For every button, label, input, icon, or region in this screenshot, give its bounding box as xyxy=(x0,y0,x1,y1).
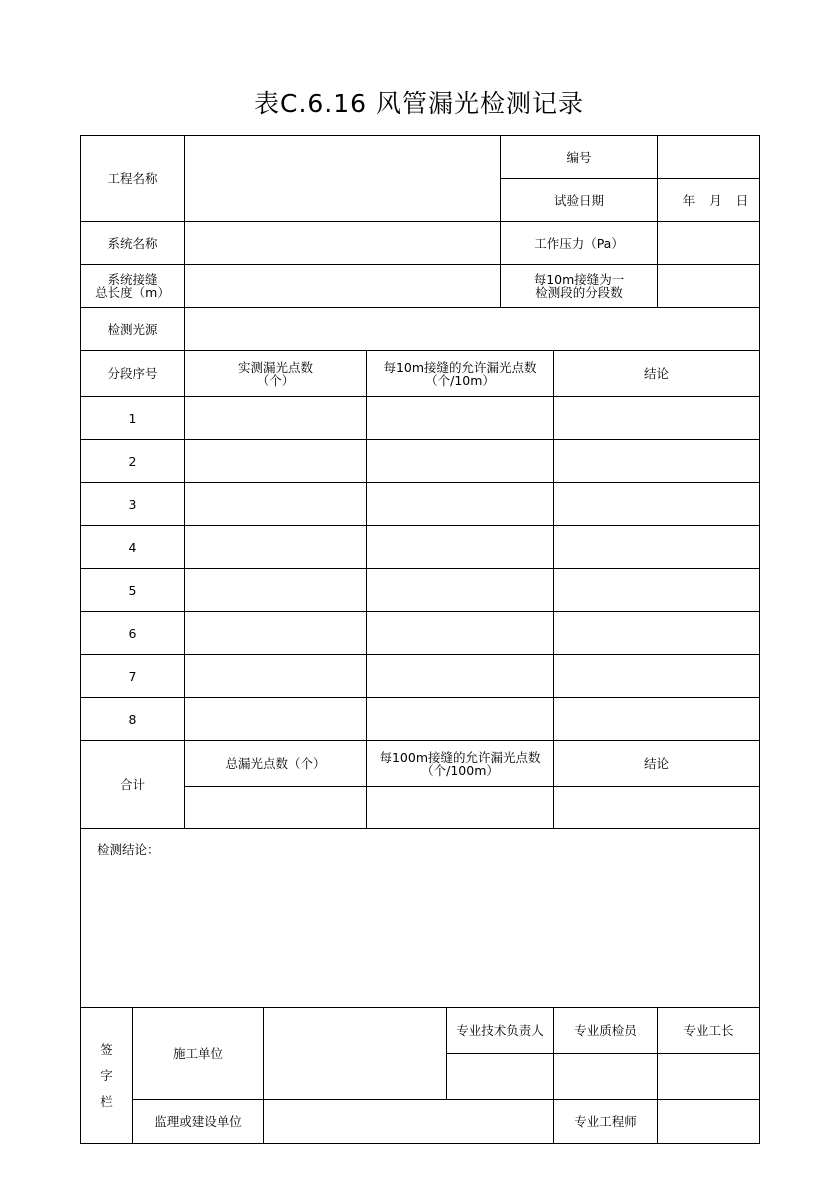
measured-points-header xyxy=(185,351,367,397)
test-date-value[interactable] xyxy=(658,179,760,222)
working-pressure-label: 工作压力（Pa） xyxy=(501,222,658,265)
supervision-unit-value[interactable] xyxy=(264,1100,554,1144)
system-name-label: 系统名称 xyxy=(81,222,185,265)
allowed-100-header xyxy=(367,741,554,787)
tech-lead-label: 专业技术负责人 xyxy=(447,1008,554,1054)
segment-no: 6 xyxy=(81,612,185,655)
seam-length-label-line1: 系统接缝 xyxy=(107,272,158,287)
segment-no: 8 xyxy=(81,698,185,741)
signature-char-2: 字 xyxy=(100,1067,113,1083)
table-row xyxy=(81,655,760,698)
table-row xyxy=(81,698,760,741)
measured-cell[interactable] xyxy=(185,483,367,526)
conclusion-cell[interactable] xyxy=(554,483,760,526)
total-conclusion-header: 结论 xyxy=(554,741,760,787)
allowed-100-value[interactable] xyxy=(367,787,554,829)
seam-length-label xyxy=(81,265,185,308)
conclusion-cell[interactable] xyxy=(554,397,760,440)
allowed-cell[interactable] xyxy=(367,526,554,569)
total-conclusion-value[interactable] xyxy=(554,787,760,829)
table-row xyxy=(81,397,760,440)
allowed-points-header xyxy=(367,351,554,397)
conclusion-cell[interactable] xyxy=(554,612,760,655)
table-row xyxy=(81,612,760,655)
allowed-100-header-line2: （个/100m） xyxy=(421,762,499,778)
total-points-value[interactable] xyxy=(185,787,367,829)
conclusion-cell[interactable] xyxy=(554,440,760,483)
date-day: 日 xyxy=(735,192,749,208)
segment-no-header: 分段序号 xyxy=(81,351,185,397)
allowed-cell[interactable] xyxy=(367,698,554,741)
allowed-points-header-line1: 每10m接缝的允许漏光点数 xyxy=(383,359,537,375)
total-label: 合计 xyxy=(81,741,185,829)
date-month: 月 xyxy=(709,192,722,208)
table-row xyxy=(81,526,760,569)
conclusion-cell[interactable] xyxy=(554,526,760,569)
signature-column-label xyxy=(81,1008,133,1144)
segments-label-line1: 每10m接缝为一 xyxy=(533,272,625,287)
segments-value[interactable] xyxy=(658,265,760,308)
measured-cell[interactable] xyxy=(185,612,367,655)
signature-char-1: 签 xyxy=(100,1041,113,1057)
foreman-signature[interactable] xyxy=(658,1054,760,1100)
date-year: 年 xyxy=(682,192,696,208)
conclusion-cell[interactable] xyxy=(554,698,760,741)
quality-inspector-signature[interactable] xyxy=(554,1054,658,1100)
conclusion-cell[interactable] xyxy=(554,569,760,612)
total-points-header: 总漏光点数（个） xyxy=(185,741,367,787)
seam-length-label-line2: 总长度（m） xyxy=(95,285,170,300)
inspection-conclusion-label: 检测结论： xyxy=(97,842,160,857)
conclusion-cell[interactable] xyxy=(554,655,760,698)
allowed-points-header-line2: （个/10m） xyxy=(425,372,495,388)
table-row xyxy=(81,569,760,612)
system-name-value[interactable] xyxy=(185,222,501,265)
measured-cell[interactable] xyxy=(185,569,367,612)
leak-test-record-table xyxy=(80,135,760,1144)
quality-inspector-label: 专业质检员 xyxy=(554,1008,658,1054)
allowed-cell[interactable] xyxy=(367,612,554,655)
seam-length-value[interactable] xyxy=(185,265,501,308)
allowed-cell[interactable] xyxy=(367,655,554,698)
supervision-unit-label: 监理或建设单位 xyxy=(133,1100,264,1144)
light-source-label: 检测光源 xyxy=(81,308,185,351)
segment-no: 3 xyxy=(81,483,185,526)
measured-cell[interactable] xyxy=(185,655,367,698)
measured-cell[interactable] xyxy=(185,698,367,741)
measured-cell[interactable] xyxy=(185,526,367,569)
inspection-conclusion-area[interactable] xyxy=(81,829,760,1008)
number-label: 编号 xyxy=(501,136,658,179)
number-value[interactable] xyxy=(658,136,760,179)
segments-label-line2: 检测段的分段数 xyxy=(535,285,623,300)
project-name-value[interactable] xyxy=(185,136,501,222)
measured-points-header-line1: 实测漏光点数 xyxy=(238,359,314,375)
segment-no: 5 xyxy=(81,569,185,612)
allowed-100-header-line1: 每100m接缝的允许漏光点数 xyxy=(379,749,541,765)
test-date-label: 试验日期 xyxy=(501,179,658,222)
allowed-cell[interactable] xyxy=(367,440,554,483)
table-row xyxy=(81,483,760,526)
conclusion-header: 结论 xyxy=(554,351,760,397)
page-title: 表C.6.16 风管漏光检测记录 xyxy=(253,89,584,118)
foreman-label: 专业工长 xyxy=(658,1008,760,1054)
light-source-value[interactable] xyxy=(185,308,760,351)
table-row xyxy=(81,440,760,483)
allowed-cell[interactable] xyxy=(367,569,554,612)
construction-unit-value[interactable] xyxy=(264,1008,447,1100)
measured-cell[interactable] xyxy=(185,397,367,440)
allowed-cell[interactable] xyxy=(367,483,554,526)
tech-lead-signature[interactable] xyxy=(447,1054,554,1100)
working-pressure-value[interactable] xyxy=(658,222,760,265)
segment-no: 2 xyxy=(81,440,185,483)
segment-no: 4 xyxy=(81,526,185,569)
segment-no: 1 xyxy=(81,397,185,440)
construction-unit-label: 施工单位 xyxy=(133,1008,264,1100)
segment-no: 7 xyxy=(81,655,185,698)
measured-points-header-line2: （个） xyxy=(256,372,295,388)
signature-char-3: 栏 xyxy=(100,1093,113,1109)
project-name-label: 工程名称 xyxy=(81,136,185,222)
allowed-cell[interactable] xyxy=(367,397,554,440)
measured-cell[interactable] xyxy=(185,440,367,483)
segments-label xyxy=(501,265,658,308)
engineer-label: 专业工程师 xyxy=(554,1100,658,1144)
engineer-signature[interactable] xyxy=(658,1100,760,1144)
